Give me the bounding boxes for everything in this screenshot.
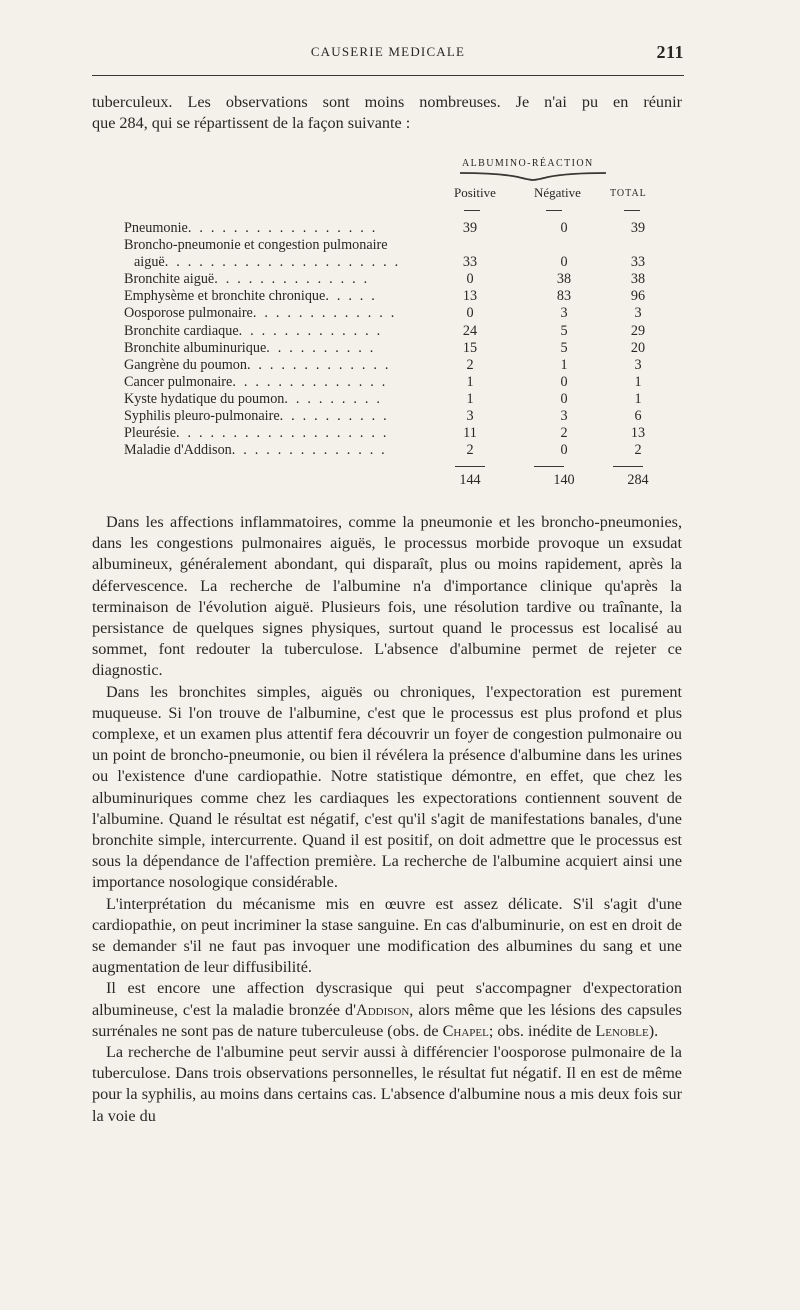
author-name: Chapel	[442, 1021, 489, 1040]
cell-positive: 1	[466, 373, 474, 390]
row-label: Bronchite cardiaque	[124, 322, 239, 339]
total-negative: 140	[553, 472, 575, 488]
table-body	[124, 220, 654, 459]
total-overall: 284	[627, 472, 649, 488]
cell-negative: 0	[560, 373, 568, 390]
table-row	[124, 288, 654, 305]
leader-dots: . . . . . . . . . .	[279, 408, 389, 425]
cell-total: 3	[634, 356, 642, 373]
row-label: Bronchite aiguë	[124, 271, 215, 288]
author-name: Lenoble	[595, 1021, 649, 1040]
intro-paragraph	[92, 92, 682, 134]
cell-positive: 0	[466, 305, 474, 322]
cell-negative: 5	[560, 339, 568, 356]
cell-positive: 3	[466, 408, 474, 425]
cell-positive: 0	[466, 271, 474, 288]
table-row	[124, 442, 654, 459]
row-label: Emphysème et bronchite chronique	[124, 288, 326, 305]
cell-total: 33	[630, 254, 646, 271]
sum-rule	[455, 466, 485, 467]
cell-negative: 83	[556, 288, 572, 305]
header-rule	[92, 75, 684, 76]
cell-total: 6	[634, 408, 642, 425]
paragraph	[92, 978, 682, 1042]
leader-dots: . . . . . . . . . . . . .	[252, 305, 397, 322]
cell-negative: 0	[560, 254, 568, 271]
col-dash	[464, 210, 480, 211]
table-row	[124, 425, 654, 442]
leader-dots: . . . . . . . . .	[284, 390, 383, 407]
leader-dots: . . . . . . . . . . . . . . . . . . . . .	[164, 254, 401, 271]
row-label: Broncho-pneumonie et congestion pulmonaire	[124, 237, 388, 254]
paragraph-text: Il est encore une affection dyscrasique qui peut s'accompagner d'expectoration albumineuse, c'est la maladie bronzée d'	[92, 979, 682, 1019]
leader-dots: . . . . . . . . . . . . .	[238, 322, 383, 339]
page-number: 211	[656, 42, 684, 62]
sum-rule	[534, 466, 564, 467]
leader-dots: . . . . . . . . . . . . .	[246, 356, 391, 373]
cell-positive: 15	[462, 339, 478, 356]
cell-total: 29	[630, 322, 646, 339]
table-row	[124, 323, 654, 340]
row-label: Pleurésie	[124, 425, 177, 442]
leader-dots: . . . . . . . . . . . . . . . . . . .	[176, 425, 389, 442]
table-row	[124, 271, 654, 288]
table-row	[124, 254, 654, 271]
page-header	[92, 42, 684, 64]
row-label: Oosporose pulmonaire	[124, 305, 253, 322]
cell-positive: 24	[462, 322, 478, 339]
col-header-positive: Positive	[454, 185, 496, 200]
body-text	[92, 512, 682, 1127]
table-row	[124, 357, 654, 374]
cell-positive: 13	[462, 288, 478, 305]
row-label: aiguë	[134, 254, 165, 271]
leader-dots: . . . . .	[325, 288, 378, 305]
cell-negative: 3	[560, 408, 568, 425]
intro-line-1: tuberculeux. Les observations sont moins nombreuses. Je n'ai pu en réunir	[92, 93, 682, 111]
table-row	[124, 391, 654, 408]
col-dash	[546, 210, 562, 211]
brace-icon	[458, 171, 608, 181]
row-label: Maladie d'Addison	[124, 442, 232, 459]
leader-dots: . . . . . . . . . . . . . .	[231, 442, 387, 459]
cell-negative: 5	[560, 322, 568, 339]
cell-negative: 38	[556, 271, 572, 288]
cell-positive: 39	[462, 220, 478, 236]
cell-positive: 2	[466, 442, 474, 459]
row-label: Kyste hydatique du poumon	[124, 390, 285, 407]
paragraph-text: ; obs. inédite de	[488, 1021, 596, 1040]
cell-total: 13	[630, 425, 646, 442]
leader-dots: . . . . . . . . . . . . . .	[214, 271, 370, 288]
sum-rule	[613, 466, 643, 467]
col-dash	[624, 210, 640, 211]
paragraph-text: , alors même que les lésions des capsules surrénales ne sont pas de nature tuberculeuse (obs. de	[92, 1000, 682, 1040]
cell-negative: 0	[560, 390, 568, 407]
author-name: Addison	[356, 1000, 410, 1019]
leader-dots: . . . . . . . . . . . . . .	[232, 373, 388, 390]
cell-positive: 11	[463, 425, 477, 442]
table-row	[124, 340, 654, 357]
row-label: Cancer pulmonaire	[124, 373, 233, 390]
table-row	[124, 305, 654, 322]
cell-negative: 1	[560, 356, 568, 373]
intro-line-2: que 284, qui se répartissent de la façon suivante :	[92, 114, 411, 133]
cell-total: 2	[634, 442, 642, 459]
leader-dots: . . . . . . . . . . . . . . . . .	[187, 220, 378, 236]
table-row	[124, 220, 654, 237]
table-row	[124, 237, 654, 254]
cell-total: 1	[634, 390, 642, 407]
cell-total: 39	[630, 220, 646, 236]
table-row	[124, 374, 654, 391]
cell-negative: 0	[560, 442, 568, 459]
paragraph: Dans les bronchites simples, aiguës ou chroniques, l'expectoration est purement muqueuse. Si l'on trouve de l'albumine, c'est que le processus est plus profond et plus complexe, et un examen plus attentif fera découvrir un foyer de congestion pulmonaire ou un point de broncho-pneumonie, ou bien il révélera la présence d'albumine dans les urines ou l'existence d'une cardiopathie. Notre statistique démontre, en effet, que chez les albuminuriques comme chez les cardiaques les expectorations contiennent souvent de l'albumine. Quand le résultat est négatif, c'est qu'il s'agit de manifestations banales, d'une bronchite simple, intercurrente. Quand il est positif, on doit admettre que le processus est sous la dépendance de l'affection première. La recherche de l'albumine acquiert ainsi une importance nosologique considérable.	[92, 682, 682, 892]
total-positive: 144	[459, 472, 481, 488]
cell-total: 96	[630, 288, 646, 305]
cell-total: 1	[634, 373, 642, 390]
cell-total: 38	[630, 271, 646, 288]
cell-positive: 33	[462, 254, 478, 271]
cell-positive: 1	[466, 390, 474, 407]
cell-negative: 3	[560, 305, 568, 322]
paragraph: La recherche de l'albumine peut servir aussi à différencier l'oosporose pulmonaire de la tuberculose. Dans trois observations personnelles, le résultat fut négatif. Il en est de même pour la syphilis, au moins dans certains cas. L'absence d'albumine nous a mis deux fois sur la voie du	[92, 1043, 682, 1125]
cell-negative: 0	[560, 220, 568, 236]
cell-total: 3	[634, 305, 642, 322]
cell-negative: 2	[560, 425, 568, 442]
table-row	[124, 408, 654, 425]
paragraph: Dans les affections inflammatoires, comme la pneumonie et les broncho-pneumonies, dans les congestions pulmonaires aiguës, le processus morbide provoque un exsudat albumineux, généralement abondant, qui disparaît, plus ou moins rapidement, après la défervescence. La recherche de l'albumine n'a d'importance clinique qu'après la terminaison de l'évolution aiguë. Plusieurs fois, une résolution tardive ou traînante, la persistance de quelques signes physiques, surtout quand le processus est localisé au sommet, font redouter la tuberculose. L'absence d'albumine permet de rejeter ce diagnostic.	[92, 513, 682, 680]
col-header-negative: Négative	[534, 185, 581, 200]
leader-dots: . . . . . . . . . .	[266, 339, 376, 356]
cell-total: 20	[630, 339, 646, 356]
row-label: Gangrène du poumon	[124, 356, 247, 373]
cell-positive: 2	[466, 356, 474, 373]
row-label: Bronchite albuminurique	[124, 339, 267, 356]
group-header: ALBUMINO-RÉACTION	[462, 158, 594, 169]
table-header	[438, 158, 688, 228]
row-label: Syphilis pleuro-pulmonaire	[124, 408, 280, 425]
sum-rules	[0, 466, 800, 470]
paragraph: L'interprétation du mécanisme mis en œuvre est assez délicate. S'il s'agit d'une cardiopathie, on peut incriminer la stase sanguine. En cas d'albuminurie, on est en droit de se demander s'il ne faut pas invoquer une modification des albumines du sang et une augmentation de leur diffusibilité.	[92, 894, 682, 977]
col-header-total: TOTAL	[610, 188, 647, 199]
paragraph-text: ).	[648, 1021, 659, 1040]
running-title: CAUSERIE MEDICALE	[310, 44, 466, 59]
row-label: Pneumonie	[124, 220, 188, 236]
